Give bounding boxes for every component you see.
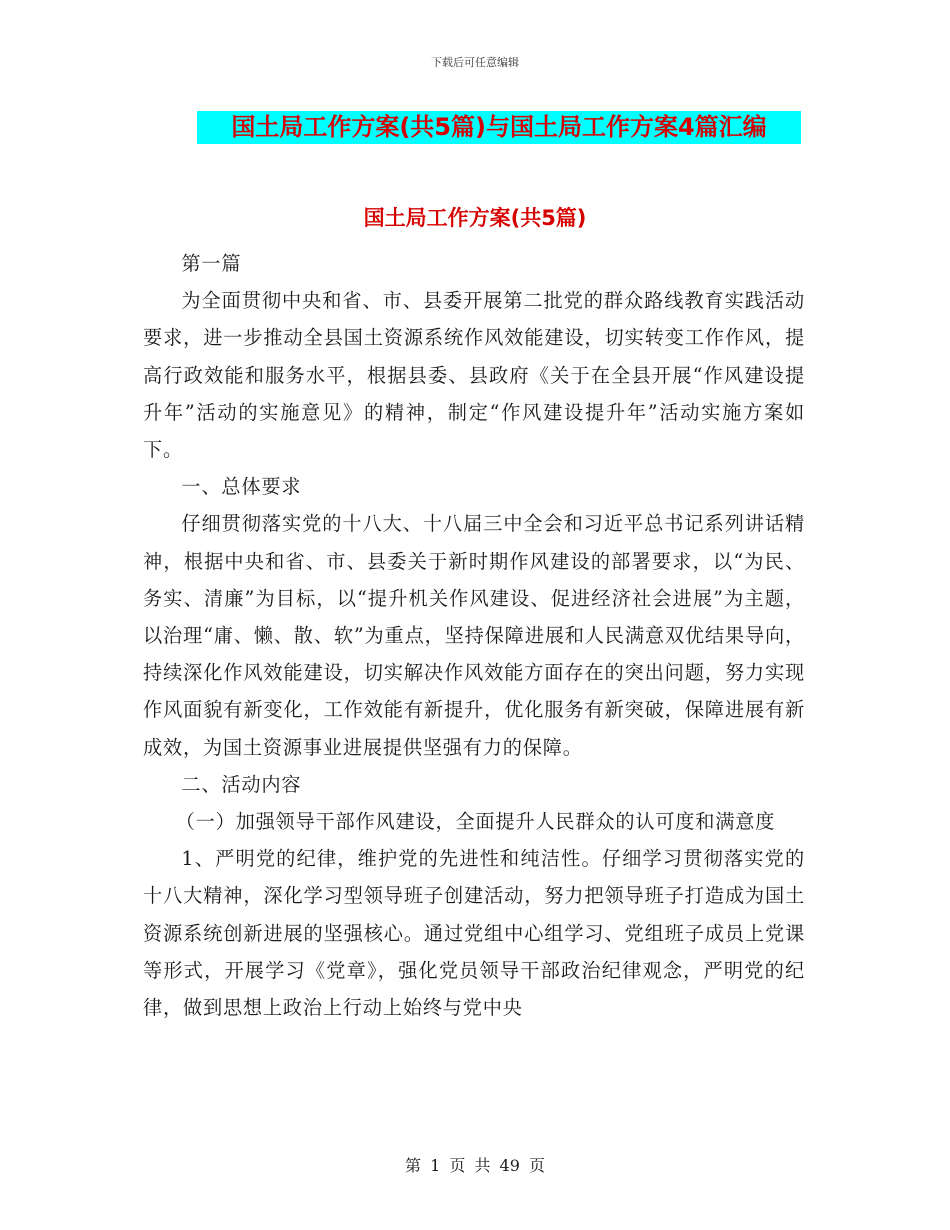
document-main-title: 国土局工作方案(共5篇)与国土局工作方案4篇汇编 (197, 111, 801, 144)
page-footer-number: 第 1 页 共 49 页 (405, 1156, 545, 1175)
document-body (143, 245, 805, 1026)
section-heading-activity-content: 二、活动内容 (181, 772, 302, 796)
page-header-note: 下载后可任意编辑 (431, 56, 519, 69)
section-heading-general-requirements: 一、总体要求 (181, 475, 302, 499)
paragraph-general-requirements: 仔细贯彻落实党的十八大、十八届三中全会和习近平总书记系列讲话精神，根据中央和省、市、县委关于新时期作风建设的部署要求，以“为民、务实、清廉”为目标，以“提升机关作风建设、促进经济社会进展”为主题，以治理“庸、懒、散、软”为重点，坚持保障进展和人民满意双优结果导向，持续深化作风效能建设，切实解决作风效能方面存在的突出问题，努力实现作风面貌有新变化，工作效能有新提升，优化服务有新突破，保障进展有新成效，为国土资源事业进展提供坚强有力的保障。 (143, 512, 805, 759)
paragraph-party-discipline: 1、严明党的纪律，维护党的先进性和纯洁性。仔细学习贯彻落实党的十八大精神，深化学习型领导班子创建活动，努力把领导班子打造成为国土资源系统创新进展的坚强核心。通过党组中心组学习、党组班子成员上党课等形式，开展学习《党章》，强化党员领导干部政治纪律观念，严明党的纪律，做到思想上政治上行动上始终与党中央 (143, 847, 805, 1020)
subsection-heading-leadership: （一）加强领导干部作风建设，全面提升人民群众的认可度和满意度 (175, 810, 776, 834)
document-sub-title: 国土局工作方案(共5篇) (363, 206, 587, 230)
paragraph-intro: 为全面贯彻中央和省、市、县委开展第二批党的群众路线教育实践活动要求，进一步推动全县国土资源系统作风效能建设，切实转变工作作风，提高行政效能和服务水平，根据县委、县政府《关于在全县开展“作风建设提升年”活动的实施意见》的精神，制定“作风建设提升年”活动实施方案如下。 (143, 289, 805, 462)
section-heading-first: 第一篇 (181, 252, 242, 275)
